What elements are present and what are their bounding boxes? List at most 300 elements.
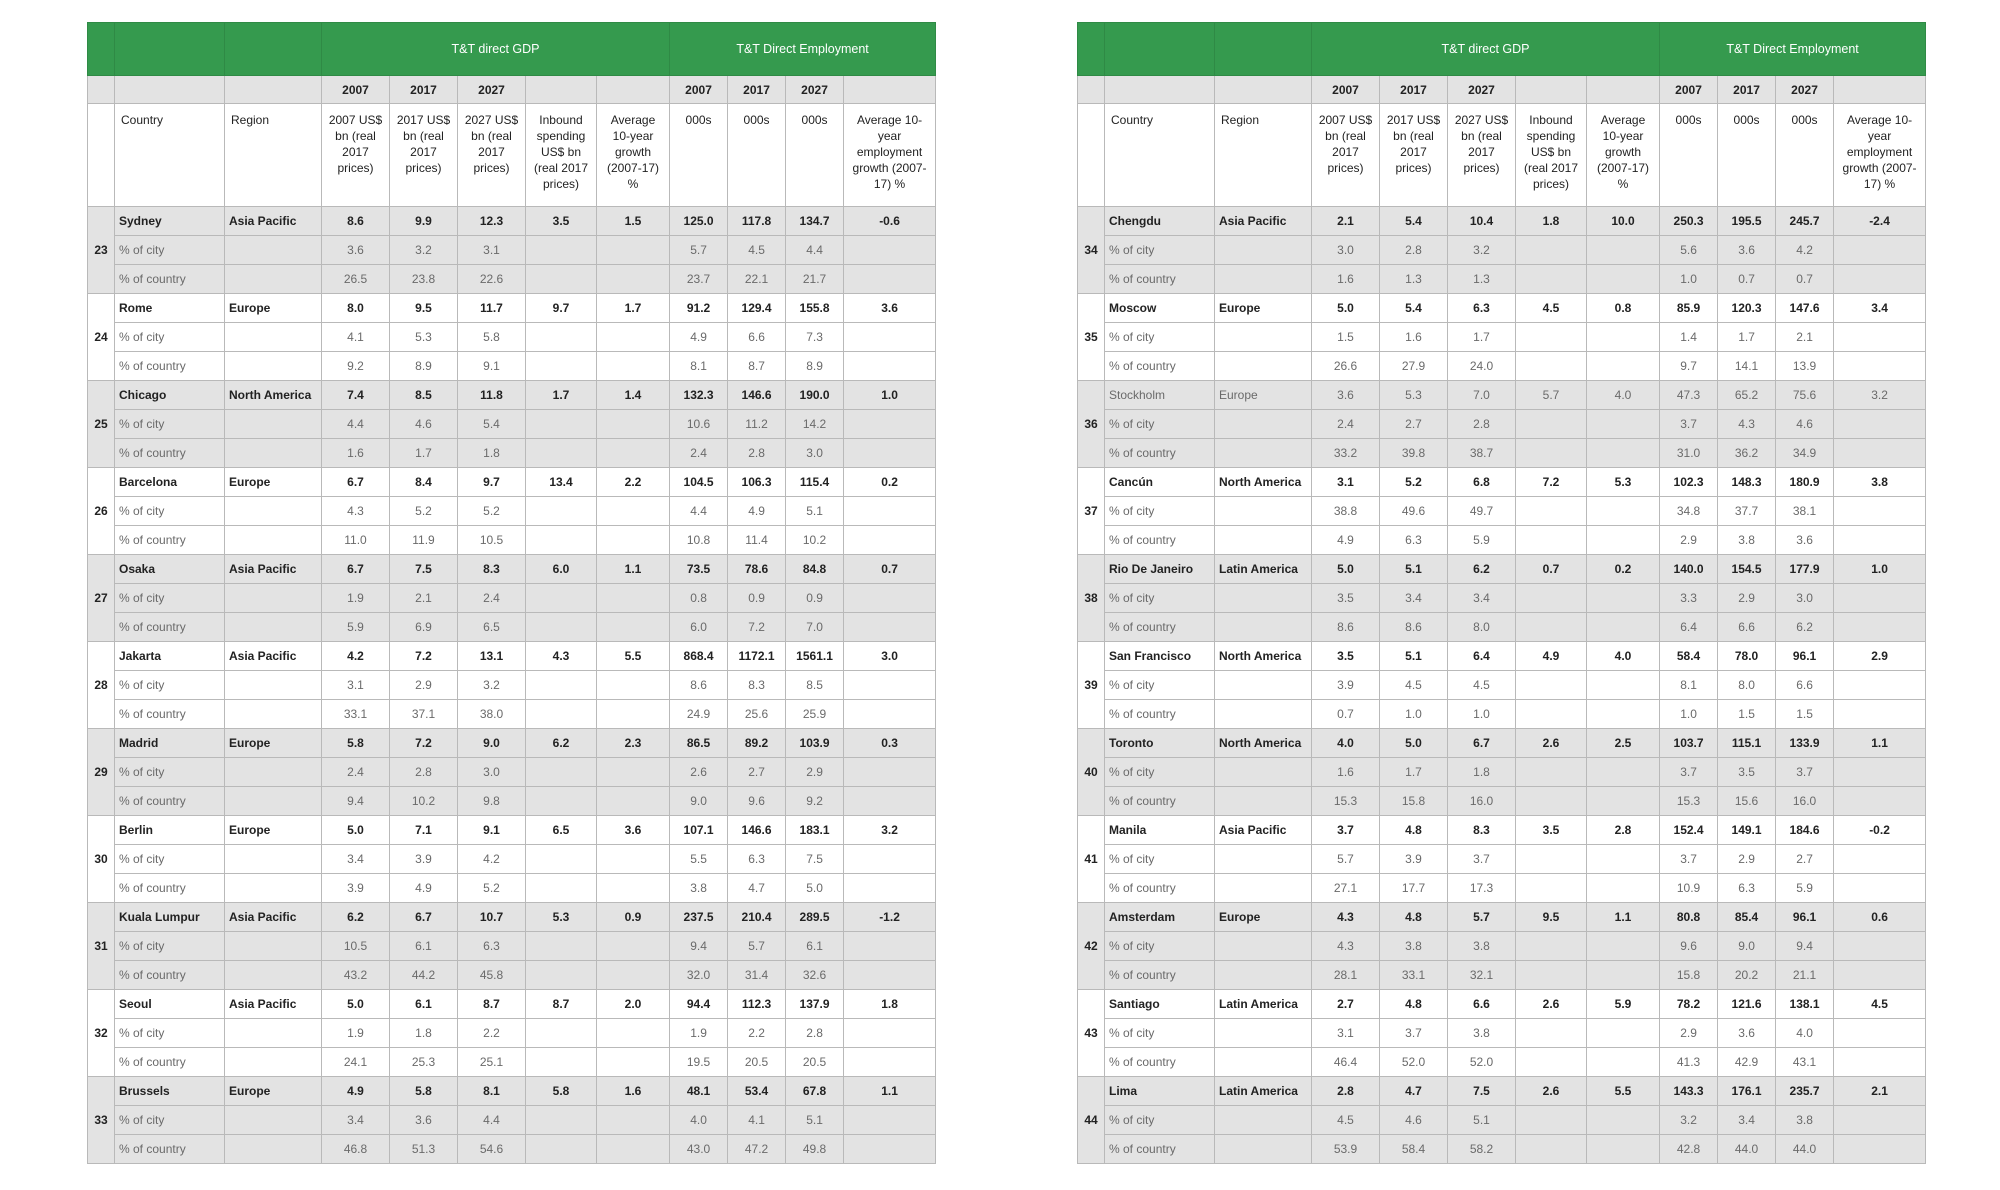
value-cell: 4.8 (1380, 816, 1448, 845)
share-value: 3.9 (1380, 845, 1448, 874)
share-row-city (1078, 1019, 1926, 1048)
city-name: Barcelona (115, 468, 225, 497)
city-row (88, 294, 936, 323)
value-cell: 6.0 (526, 555, 597, 584)
share-row-country (88, 613, 936, 642)
city-name: Manila (1105, 816, 1215, 845)
share-value: 3.3 (1660, 584, 1718, 613)
empty-cell (225, 410, 322, 439)
share-value: 1.6 (1312, 265, 1380, 294)
empty-cell (597, 410, 670, 439)
share-value: 1.0 (1448, 700, 1516, 729)
share-value: 6.1 (786, 932, 844, 961)
empty-cell (844, 1135, 936, 1164)
share-value: 3.4 (322, 1106, 390, 1135)
share-value: 27.1 (1312, 874, 1380, 903)
share-value: 3.4 (322, 845, 390, 874)
share-label: % of city (115, 932, 225, 961)
empty-cell (844, 758, 936, 787)
share-value: 2.8 (390, 758, 458, 787)
value-cell: 3.7 (1312, 816, 1380, 845)
share-value: 3.7 (1380, 1019, 1448, 1048)
value-cell: 868.4 (670, 642, 728, 671)
city-row (1078, 642, 1926, 671)
value-cell: 5.1 (1380, 642, 1448, 671)
share-value: 1.0 (1380, 700, 1448, 729)
share-value: 2.8 (1448, 410, 1516, 439)
value-cell: 13.1 (458, 642, 526, 671)
value-cell: 5.3 (1587, 468, 1660, 497)
share-value: 7.5 (786, 845, 844, 874)
city-row (88, 990, 936, 1019)
share-value: 49.6 (1380, 497, 1448, 526)
value-cell: 89.2 (728, 729, 786, 758)
empty-cell (597, 1048, 670, 1077)
empty-cell (526, 439, 597, 468)
value-cell: -0.2 (1834, 816, 1926, 845)
rank-cell: 33 (88, 1077, 115, 1164)
empty-cell (526, 497, 597, 526)
value-cell: 289.5 (786, 903, 844, 932)
empty-cell (225, 613, 322, 642)
value-cell: 115.4 (786, 468, 844, 497)
share-value: 4.2 (1776, 236, 1834, 265)
value-cell: 154.5 (1718, 555, 1776, 584)
value-cell: 0.8 (1587, 294, 1660, 323)
gdp-col-header: Average 10-year growth (2007-17) % (1587, 104, 1660, 207)
value-cell: 10.0 (1587, 207, 1660, 236)
empty-cell (1834, 874, 1926, 903)
share-value: 5.6 (1660, 236, 1718, 265)
empty-cell (597, 671, 670, 700)
empty-cell (225, 1048, 322, 1077)
city-row (88, 642, 936, 671)
year-header: 2007 (1660, 76, 1718, 104)
value-cell: 48.1 (670, 1077, 728, 1106)
share-value: 52.0 (1380, 1048, 1448, 1077)
empty-cell (597, 613, 670, 642)
value-cell: 4.9 (1516, 642, 1587, 671)
empty-cell (225, 236, 322, 265)
share-value: 2.7 (1380, 410, 1448, 439)
empty-cell (1834, 497, 1926, 526)
value-cell: 2.6 (1516, 990, 1587, 1019)
share-value: 5.4 (458, 410, 526, 439)
share-row-city (88, 1106, 936, 1135)
value-cell: 8.6 (322, 207, 390, 236)
value-cell: 133.9 (1776, 729, 1834, 758)
empty-cell (844, 410, 936, 439)
share-value: 3.4 (1718, 1106, 1776, 1135)
share-value: 10.8 (670, 526, 728, 555)
share-row-city (88, 236, 936, 265)
share-value: 51.3 (390, 1135, 458, 1164)
value-cell: 5.0 (1312, 555, 1380, 584)
share-value: 8.5 (786, 671, 844, 700)
gdp-col-header: 2017 US$ bn (real 2017 prices) (390, 104, 458, 207)
share-value: 6.3 (458, 932, 526, 961)
empty-cell (1215, 961, 1312, 990)
empty-cell (1215, 439, 1312, 468)
share-value: 34.8 (1660, 497, 1718, 526)
share-value: 3.6 (322, 236, 390, 265)
share-row-city (1078, 1106, 1926, 1135)
share-value: 9.2 (786, 787, 844, 816)
value-cell: 3.1 (1312, 468, 1380, 497)
share-value: 49.8 (786, 1135, 844, 1164)
share-value: 1.8 (458, 439, 526, 468)
share-value: 25.6 (728, 700, 786, 729)
value-cell: 5.5 (597, 642, 670, 671)
value-cell: 7.2 (1516, 468, 1587, 497)
value-cell: 6.2 (526, 729, 597, 758)
empty-cell (597, 932, 670, 961)
share-row-country (1078, 1048, 1926, 1077)
share-value: 3.8 (1718, 526, 1776, 555)
share-value: 3.1 (322, 671, 390, 700)
city-name: Lima (1105, 1077, 1215, 1106)
value-cell: 3.0 (844, 642, 936, 671)
share-value: 4.0 (1776, 1019, 1834, 1048)
value-cell: 67.8 (786, 1077, 844, 1106)
share-row-country (1078, 787, 1926, 816)
share-value: 3.9 (322, 874, 390, 903)
share-value: 23.8 (390, 265, 458, 294)
share-row-city (88, 497, 936, 526)
share-row-country (88, 1135, 936, 1164)
empty-cell (1834, 613, 1926, 642)
share-label: % of country (1105, 265, 1215, 294)
share-value: 4.4 (458, 1106, 526, 1135)
share-value: 10.2 (786, 526, 844, 555)
value-cell: 3.4 (1834, 294, 1926, 323)
rank-cell: 42 (1078, 903, 1105, 990)
share-value: 1.6 (1380, 323, 1448, 352)
empty-cell (225, 700, 322, 729)
city-name: Rome (115, 294, 225, 323)
value-cell: 6.7 (390, 903, 458, 932)
empty-cell (225, 497, 322, 526)
empty-cell (1516, 613, 1587, 642)
share-label: % of city (115, 323, 225, 352)
city-name: Brussels (115, 1077, 225, 1106)
share-value: 25.9 (786, 700, 844, 729)
share-value: 25.3 (390, 1048, 458, 1077)
share-value: 2.8 (1380, 236, 1448, 265)
empty-cell (597, 439, 670, 468)
share-value: 3.8 (1448, 1019, 1516, 1048)
value-cell: 2.0 (597, 990, 670, 1019)
empty-cell (844, 323, 936, 352)
share-value: 2.4 (458, 584, 526, 613)
value-cell: 8.7 (526, 990, 597, 1019)
value-cell: 120.3 (1718, 294, 1776, 323)
value-cell: 0.6 (1834, 903, 1926, 932)
value-cell: 177.9 (1776, 555, 1834, 584)
share-label: % of country (115, 439, 225, 468)
share-value: 11.0 (322, 526, 390, 555)
value-cell: 1.0 (1834, 555, 1926, 584)
header-blank (225, 76, 322, 104)
column-desc-row (88, 104, 936, 207)
share-value: 5.8 (458, 323, 526, 352)
share-row-country (88, 874, 936, 903)
share-label: % of country (115, 787, 225, 816)
year-header: 2027 (1776, 76, 1834, 104)
value-cell: 65.2 (1718, 381, 1776, 410)
empty-cell (597, 700, 670, 729)
share-value: 53.9 (1312, 1135, 1380, 1164)
empty-cell (1215, 613, 1312, 642)
share-value: 8.6 (670, 671, 728, 700)
share-value: 1.0 (1660, 265, 1718, 294)
rank-cell: 28 (88, 642, 115, 729)
share-value: 20.5 (728, 1048, 786, 1077)
empty-cell (1215, 1135, 1312, 1164)
share-value: 9.6 (728, 787, 786, 816)
tourism-table-left (87, 22, 936, 1164)
rank-cell: 39 (1078, 642, 1105, 729)
gdp-group-header: T&T direct GDP (1312, 23, 1660, 76)
share-row-country (88, 787, 936, 816)
tourism-table-right (1077, 22, 1926, 1164)
empty-cell (1834, 439, 1926, 468)
empty-cell (1215, 323, 1312, 352)
share-value: 10.5 (322, 932, 390, 961)
value-cell: 137.9 (786, 990, 844, 1019)
empty-cell (1215, 874, 1312, 903)
share-value: 5.9 (322, 613, 390, 642)
empty-cell (1587, 787, 1660, 816)
share-label: % of city (1105, 323, 1215, 352)
empty-cell (1516, 236, 1587, 265)
share-value: 58.4 (1380, 1135, 1448, 1164)
empty-cell (1215, 671, 1312, 700)
value-cell: -1.2 (844, 903, 936, 932)
share-row-country (88, 526, 936, 555)
value-cell: 4.3 (526, 642, 597, 671)
region-cell: Europe (225, 816, 322, 845)
value-cell: 103.9 (786, 729, 844, 758)
header-blank (1587, 76, 1660, 104)
city-name: Toronto (1105, 729, 1215, 758)
share-value: 39.8 (1380, 439, 1448, 468)
share-value: 3.8 (670, 874, 728, 903)
share-label: % of country (115, 1135, 225, 1164)
empty-cell (844, 787, 936, 816)
value-cell: 1.8 (844, 990, 936, 1019)
share-value: 33.1 (322, 700, 390, 729)
share-value: 1.7 (390, 439, 458, 468)
value-cell: 5.3 (1380, 381, 1448, 410)
empty-cell (1215, 1106, 1312, 1135)
share-label: % of country (1105, 526, 1215, 555)
empty-cell (597, 497, 670, 526)
header-blank (1834, 76, 1926, 104)
share-value: 22.1 (728, 265, 786, 294)
empty-cell (597, 961, 670, 990)
share-value: 3.9 (390, 845, 458, 874)
empty-cell (526, 526, 597, 555)
share-value: 3.7 (1660, 845, 1718, 874)
rank-cell: 26 (88, 468, 115, 555)
value-cell: 250.3 (1660, 207, 1718, 236)
share-value: 3.0 (1312, 236, 1380, 265)
share-label: % of city (1105, 236, 1215, 265)
value-cell: 3.6 (1312, 381, 1380, 410)
employment-unit-header: 000s (728, 104, 786, 207)
header-blank (115, 76, 225, 104)
empty-cell (844, 845, 936, 874)
empty-cell (1215, 410, 1312, 439)
share-row-country (1078, 874, 1926, 903)
year-header: 2017 (390, 76, 458, 104)
employment-unit-header: 000s (670, 104, 728, 207)
share-value: 3.2 (390, 236, 458, 265)
value-cell: 183.1 (786, 816, 844, 845)
value-cell: 3.5 (1516, 816, 1587, 845)
share-value: 1.7 (1718, 323, 1776, 352)
header-blank (88, 104, 115, 207)
share-label: % of city (1105, 671, 1215, 700)
header-blank (88, 76, 115, 104)
year-header: 2017 (1380, 76, 1448, 104)
share-value: 44.0 (1776, 1135, 1834, 1164)
share-value: 20.5 (786, 1048, 844, 1077)
share-value: 21.1 (1776, 961, 1834, 990)
empty-cell (526, 265, 597, 294)
value-cell: 5.4 (1380, 294, 1448, 323)
empty-cell (526, 787, 597, 816)
value-cell: 9.1 (458, 816, 526, 845)
value-cell: 180.9 (1776, 468, 1834, 497)
value-cell: 5.7 (1448, 903, 1516, 932)
share-value: 5.3 (390, 323, 458, 352)
empty-cell (225, 323, 322, 352)
empty-cell (1834, 265, 1926, 294)
share-value: 2.9 (786, 758, 844, 787)
city-row (1078, 381, 1926, 410)
share-value: 11.9 (390, 526, 458, 555)
share-row-country (88, 1048, 936, 1077)
empty-cell (526, 410, 597, 439)
value-cell: 8.3 (458, 555, 526, 584)
empty-cell (1587, 700, 1660, 729)
empty-cell (225, 1019, 322, 1048)
empty-cell (844, 1048, 936, 1077)
header-blank (88, 23, 115, 76)
share-label: % of country (1105, 352, 1215, 381)
empty-cell (1516, 410, 1587, 439)
empty-cell (1516, 526, 1587, 555)
share-label: % of city (1105, 497, 1215, 526)
region-cell: Europe (1215, 294, 1312, 323)
share-row-country (88, 700, 936, 729)
share-value: 4.3 (322, 497, 390, 526)
share-value: 5.1 (1448, 1106, 1516, 1135)
share-value: 8.0 (1448, 613, 1516, 642)
share-value: 6.6 (728, 323, 786, 352)
value-cell: 1.0 (844, 381, 936, 410)
share-label: % of country (115, 613, 225, 642)
empty-cell (844, 236, 936, 265)
rank-cell: 34 (1078, 207, 1105, 294)
share-row-country (1078, 352, 1926, 381)
empty-cell (526, 1048, 597, 1077)
share-row-country (1078, 961, 1926, 990)
share-value: 33.1 (1380, 961, 1448, 990)
value-cell: 9.7 (458, 468, 526, 497)
value-cell: 2.8 (1312, 1077, 1380, 1106)
header-blank (1516, 76, 1587, 104)
share-value: 2.9 (1660, 526, 1718, 555)
share-value: 11.2 (728, 410, 786, 439)
header-blank (115, 23, 225, 76)
empty-cell (844, 671, 936, 700)
share-value: 11.4 (728, 526, 786, 555)
share-row-country (1078, 439, 1926, 468)
empty-cell (1834, 787, 1926, 816)
city-name: San Francisco (1105, 642, 1215, 671)
share-value: 37.1 (390, 700, 458, 729)
region-col-header: Region (225, 104, 322, 207)
value-cell: 6.4 (1448, 642, 1516, 671)
gdp-col-header: 2027 US$ bn (real 2017 prices) (458, 104, 526, 207)
rank-cell: 41 (1078, 816, 1105, 903)
share-value: 1.5 (1718, 700, 1776, 729)
employment-group-header: T&T Direct Employment (670, 23, 936, 76)
value-cell: 5.0 (1380, 729, 1448, 758)
value-cell: 2.3 (597, 729, 670, 758)
value-cell: 102.3 (1660, 468, 1718, 497)
share-value: 4.9 (728, 497, 786, 526)
city-row (88, 903, 936, 932)
value-cell: 146.6 (728, 381, 786, 410)
group-header-row (88, 23, 936, 76)
rank-cell: 30 (88, 816, 115, 903)
share-value: 41.3 (1660, 1048, 1718, 1077)
empty-cell (225, 584, 322, 613)
share-value: 2.1 (1776, 323, 1834, 352)
empty-cell (844, 874, 936, 903)
value-cell: 125.0 (670, 207, 728, 236)
value-cell: 85.4 (1718, 903, 1776, 932)
share-label: % of city (1105, 410, 1215, 439)
value-cell: 53.4 (728, 1077, 786, 1106)
region-cell: Latin America (1215, 990, 1312, 1019)
share-label: % of country (1105, 700, 1215, 729)
value-cell: 2.6 (1516, 1077, 1587, 1106)
value-cell: 91.2 (670, 294, 728, 323)
empty-cell (225, 352, 322, 381)
share-label: % of country (115, 265, 225, 294)
value-cell: 8.1 (458, 1077, 526, 1106)
empty-cell (1215, 526, 1312, 555)
empty-cell (1834, 323, 1926, 352)
share-value: 4.3 (1718, 410, 1776, 439)
empty-cell (1587, 961, 1660, 990)
empty-cell (526, 758, 597, 787)
share-value: 6.6 (1718, 613, 1776, 642)
value-cell: 0.7 (1516, 555, 1587, 584)
value-cell: 5.8 (322, 729, 390, 758)
share-value: 8.3 (728, 671, 786, 700)
share-row-city (88, 584, 936, 613)
empty-cell (1215, 352, 1312, 381)
country-col-header: Country (115, 104, 225, 207)
value-cell: 245.7 (1776, 207, 1834, 236)
value-cell: 115.1 (1718, 729, 1776, 758)
